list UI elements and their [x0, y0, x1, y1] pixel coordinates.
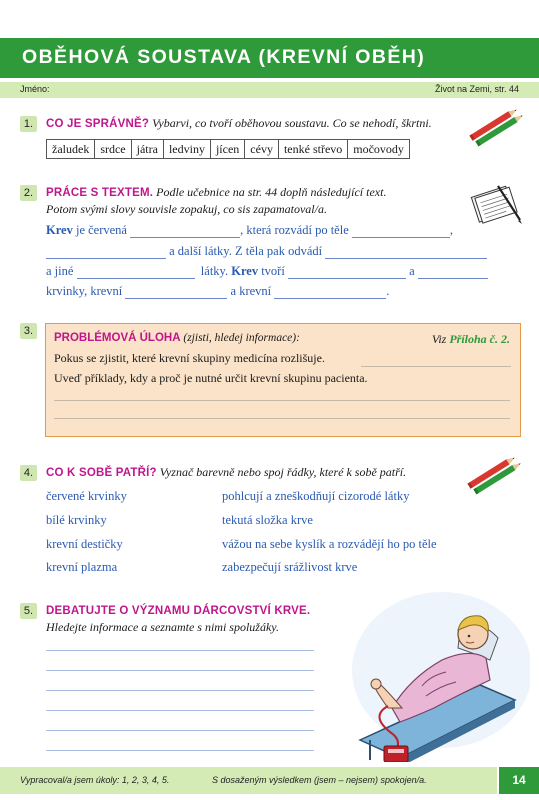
footer-completed-tasks: Vypracoval/a jsem úkoly: 1, 2, 3, 4, 5.	[20, 775, 170, 785]
blood-donation-illustration	[330, 590, 530, 762]
task4-heading	[46, 465, 406, 480]
word-option[interactable]: játra	[131, 140, 163, 159]
fill-blank[interactable]	[288, 266, 406, 279]
task5-heading	[46, 603, 310, 618]
task3-instruction: (zjisti, hledej informace):	[183, 332, 300, 344]
word-option[interactable]: cévy	[245, 140, 279, 159]
fill-blank[interactable]	[418, 266, 488, 279]
match-left-item[interactable]: červené krvinky	[46, 489, 127, 503]
fill-blank[interactable]	[130, 225, 240, 238]
writing-line[interactable]	[46, 710, 314, 711]
task1-title: CO JE SPRÁVNĚ?	[46, 118, 150, 130]
match-right-item[interactable]: zabezpečují srážlivost krve	[222, 560, 358, 574]
header-subbar	[0, 82, 539, 98]
notebook-pen-icon	[468, 180, 524, 224]
writing-line[interactable]	[46, 670, 314, 671]
word-option[interactable]: jícen	[210, 140, 244, 159]
ref-prefix: Viz	[431, 332, 447, 346]
fill-text: a	[409, 264, 415, 278]
task-number-2: 2.	[20, 185, 37, 201]
task2-title: PRÁCE S TEXTEM.	[46, 187, 154, 199]
fill-blank[interactable]	[46, 246, 166, 259]
task5-instruction: Hledejte informace a seznamte s nimi spolužáky.	[46, 620, 279, 634]
task3-question-2: Uveď příklady, kdy a proč je nutné určit krevní skupinu pacienta.	[54, 371, 368, 385]
task3-question-1: Pokus se zjistit, které krevní skupiny medicína rozlišuje.	[54, 351, 325, 365]
problem-task-box	[45, 323, 521, 437]
page-title: OBĚHOVÁ SOUSTAVA (KREVNÍ OBĚH)	[22, 46, 426, 68]
word-option[interactable]: žaludek	[47, 140, 95, 159]
task-number-5: 5.	[20, 603, 37, 619]
page-number: 14	[499, 767, 539, 794]
pencils-icon	[464, 454, 526, 500]
match-left-item[interactable]: bílé krvinky	[46, 513, 107, 527]
word-option[interactable]: ledviny	[163, 140, 210, 159]
task2-heading	[46, 185, 386, 200]
fill-blank[interactable]	[325, 246, 487, 259]
task-number-3: 3.	[20, 323, 37, 339]
writing-line[interactable]	[46, 750, 314, 751]
answer-line[interactable]	[54, 400, 510, 401]
footer-bar	[0, 767, 497, 794]
fill-text: látky.	[200, 264, 229, 278]
word-krev: Krev	[46, 223, 73, 237]
word-option[interactable]: srdce	[95, 140, 131, 159]
task-number-1: 1.	[20, 116, 37, 132]
fill-text: , která rozvádí po těle	[240, 223, 349, 237]
fill-row-3	[46, 263, 488, 279]
task1-heading	[46, 116, 432, 131]
task4-instruction: Vyznač barevně nebo spoj řádky, které k sobě patří.	[159, 465, 407, 479]
task3-heading	[54, 332, 300, 344]
match-right-item[interactable]: pohlcují a zneškodňují cizorodé látky	[222, 489, 410, 503]
match-left-item[interactable]: krevní plazma	[46, 560, 118, 574]
fill-text: tvoří	[261, 264, 285, 278]
fill-text: a jiné	[46, 264, 74, 278]
appendix-link[interactable]: Příloha č. 2.	[449, 332, 510, 346]
fill-blank[interactable]	[77, 266, 195, 279]
word-option[interactable]: močovody	[348, 140, 410, 159]
fill-text: a další látky. Z těla pak odvádí	[169, 244, 323, 258]
fill-text: .	[386, 284, 390, 298]
task2-instruction: Podle učebnice na str. 44 doplň následující text.	[156, 185, 387, 199]
appendix-reference	[432, 332, 510, 347]
answer-line[interactable]	[361, 366, 511, 367]
word-krev: Krev	[231, 264, 259, 278]
fill-text: je červená	[75, 223, 127, 237]
task4-title: CO K SOBĚ PATŘÍ?	[46, 467, 157, 479]
fill-blank[interactable]	[125, 286, 227, 299]
task3-title: PROBLÉMOVÁ ÚLOHA	[54, 332, 181, 344]
word-choice-table	[46, 139, 410, 159]
fill-text: ,	[449, 223, 453, 237]
source-reference: Život na Zemi, str. 44	[434, 84, 519, 94]
fill-text: a krevní	[230, 284, 272, 298]
writing-line[interactable]	[46, 730, 314, 731]
fill-blank[interactable]	[352, 225, 450, 238]
footer-satisfaction: S dosaženým výsledkem (jsem – nejsem) spokojen/a.	[212, 775, 427, 785]
fill-text: krvinky, krevní	[46, 284, 123, 298]
writing-line[interactable]	[46, 650, 314, 651]
name-label: Jméno:	[20, 84, 50, 94]
task2-instruction-2: Potom svými slovy souvisle zopakuj, co sis zapamatoval/a.	[46, 202, 327, 216]
fill-blank[interactable]	[274, 286, 386, 299]
fill-row-2	[46, 243, 487, 259]
pencils-icon	[466, 106, 528, 152]
task1-instruction: Vybarvi, co tvoří oběhovou soustavu. Co se nehodí, škrtni.	[152, 116, 432, 130]
writing-line[interactable]	[46, 690, 314, 691]
match-right-item[interactable]: tekutá složka krve	[222, 513, 313, 527]
match-right-item[interactable]: vážou na sebe kyslík a rozvádějí ho po těle	[222, 537, 437, 551]
task5-title: DEBATUJTE O VÝZNAMU DÁRCOVSTVÍ KRVE.	[46, 605, 311, 617]
fill-row-4	[46, 283, 389, 299]
match-left-item[interactable]: krevní destičky	[46, 537, 123, 551]
fill-row-1	[46, 222, 453, 238]
answer-line[interactable]	[54, 418, 510, 419]
word-option[interactable]: tenké střevo	[278, 140, 347, 159]
task-number-4: 4.	[20, 465, 37, 481]
